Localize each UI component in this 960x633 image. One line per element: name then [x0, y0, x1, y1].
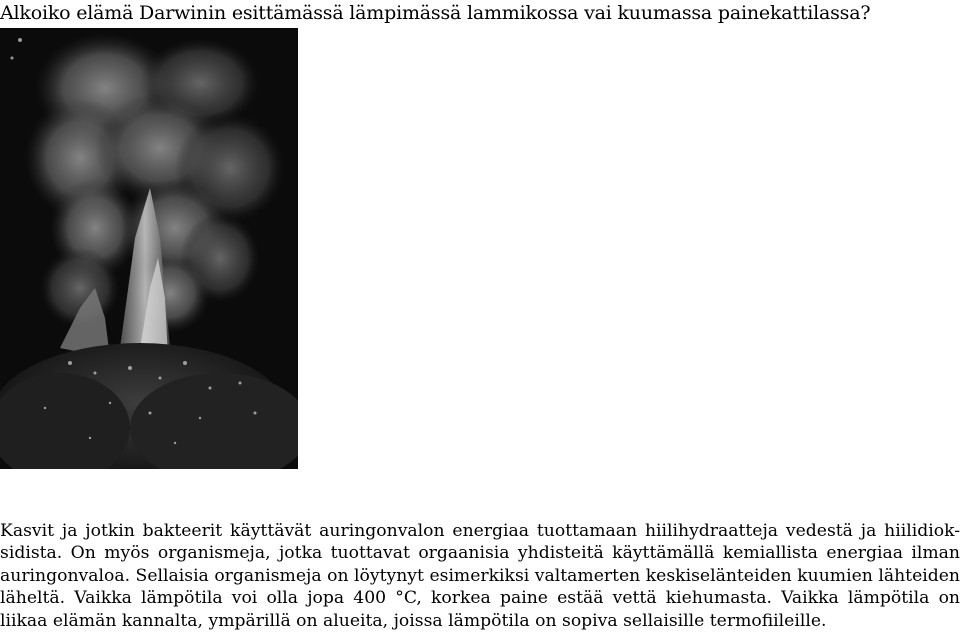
paragraph-line: sidista. On myös organismeja, jotka tuottavat orgaanisia yhdisteitä käyttämällä kemiallista energiaa ilman	[0, 543, 960, 564]
paragraph-line: Kasvit ja jotkin bakteerit käyttävät auringonvalon energiaa tuottamaan hiilihydraatteja vedestä ja hiilidiok-	[0, 521, 960, 541]
page-heading: Alkoiko elämä Darwinin esittämässä lämpimässä lammikossa vai kuumassa painekattilassa?	[0, 2, 871, 24]
vent-photo-graphic	[0, 28, 298, 469]
paragraph-line: auringonvaloa. Sellaisia organismeja on löytynyt esimerkiksi valtamerten keskiselänteiden kuumien lähteiden	[0, 565, 960, 586]
hydrothermal-vent-photo	[0, 28, 298, 469]
body-paragraph	[0, 520, 960, 632]
paragraph-line: liikaa elämän kannalta, ympärillä on alueita, joissa lämpötila on sopiva sellaisille termofiileille.	[0, 610, 827, 631]
paragraph-line: läheltä. Vaikka lämpötila voi olla jopa 400 °C, korkea paine estää vettä kiehumasta. Vaikka lämpötila on	[0, 588, 960, 609]
